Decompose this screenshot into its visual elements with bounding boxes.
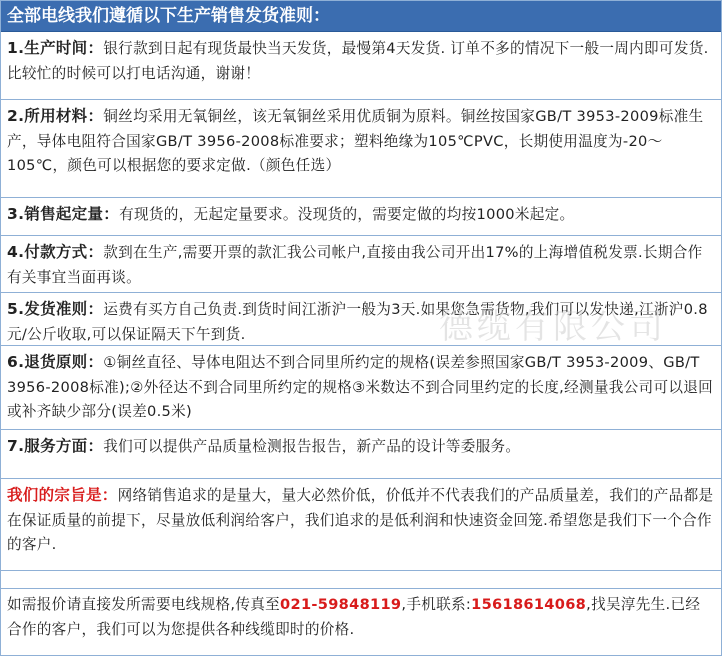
section-min-order (1, 198, 721, 236)
contact-prefix: 如需报价请直接发所需要电线规格,传真至 (7, 596, 281, 613)
fax-number: 021-59848119 (280, 596, 402, 613)
section-materials (1, 100, 721, 198)
contact-info (1, 589, 721, 655)
section-label: 7.服务方面： (7, 437, 104, 455)
section-shipping (1, 293, 721, 346)
section-label: 5.发货准则： (7, 300, 104, 318)
mission-statement (1, 479, 721, 571)
section-text: 款到在生产,需要开票的款汇我公司帐户,直接由我公司开出17%的上海增值税发票.长期合作有关事宜当面再谈。 (7, 244, 703, 286)
section-service (1, 430, 721, 479)
page-title: 全部电线我们遵循以下生产销售发货准则： (1, 1, 721, 32)
contact-mid: ,手机联系: (401, 596, 472, 613)
mission-label: 我们的宗旨是： (7, 486, 118, 504)
section-text: ①铜丝直径、导体电阻达不到合同里所约定的规格(误差参照国家GB/T 3953-2009、GB/T 3956-2008标准);②外径达不到合同里所约定的规格③米数达不到合同里约定的长度,经测量我公司可以退回或补齐缺少部分(误差0.5米) (7, 354, 714, 420)
section-text: 有现货的，无起定量要求。没现货的，需要定做的均按1000米起定。 (119, 206, 575, 223)
section-production-time (1, 32, 721, 100)
section-label: 1.生产时间： (7, 39, 104, 57)
section-payment (1, 236, 721, 293)
section-label: 3.销售起定量： (7, 205, 120, 223)
section-text: 银行款到日起有现货最快当天发货，最慢第4天发货. 订单不多的情况下一般一周内即可发货. 比较忙的时候可以打电话沟通，谢谢！ (7, 40, 709, 82)
section-returns (1, 346, 721, 430)
section-label: 4.付款方式： (7, 243, 104, 261)
company-watermark: 德缆有限公司 (439, 307, 667, 347)
contact-suffix: ,找吴淳先生.已经合作的客户，我们可以为您提供各种线缆即时的价格. (7, 596, 701, 638)
mission-text: 网络销售追求的是量大，量大必然价低，价低并不代表我们的产品质量差，我们的产品都是在保证质量的前提下，尽量放低利润给客户，我们追求的是低利润和快速资金回笼.希望您是我们下一个合作的客户. (7, 487, 714, 553)
section-label: 6.退货原则： (7, 353, 104, 371)
section-label: 2.所用材料： (7, 107, 104, 125)
section-text: 我们可以提供产品质量检测报告报告，新产品的设计等委服务。 (103, 438, 521, 455)
mobile-number: 15618614068 (471, 596, 587, 613)
section-text: 铜丝均采用无氧铜丝，该无氧铜丝采用优质铜为原料。铜丝按国家GB/T 3953-2009标准生产，导体电阻符合国家GB/T 3956-2008标准要求；塑料绝缘为105℃PVC，长期使用温度为-20～105℃，颜色可以根据您的要求定做.（颜色任选） (7, 108, 704, 174)
spacer-row (1, 571, 721, 589)
section-text: 运费有买方自己负责.到货时间江浙沪一般为3天.如果您急需货物,我们可以发快递,江浙沪0.8元/公斤收取,可以保证隔天下午到货. (7, 301, 708, 343)
